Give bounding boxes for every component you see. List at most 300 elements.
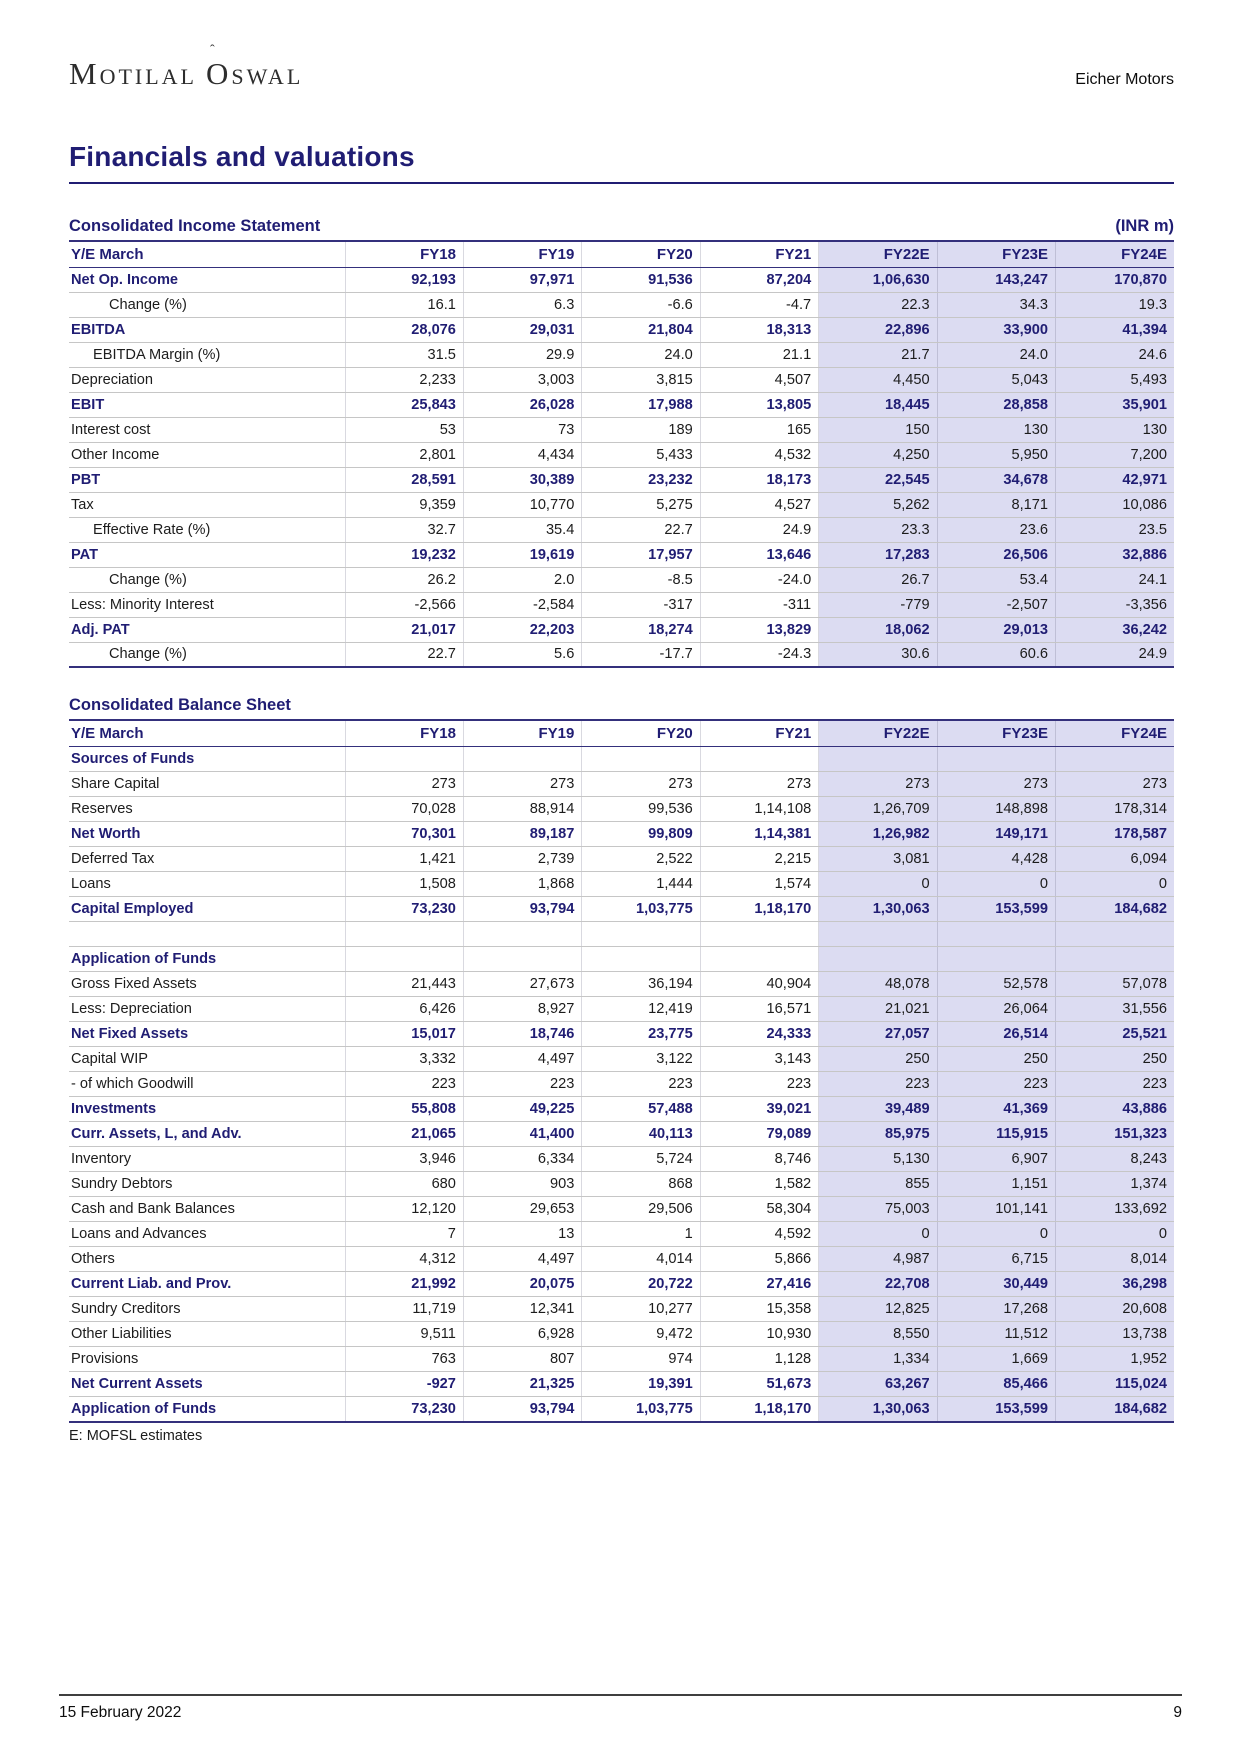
col-header-year: FY19: [463, 720, 581, 747]
value-cell: 10,930: [700, 1322, 818, 1347]
row-label: Other Income: [69, 442, 345, 467]
value-cell: 1,06,630: [819, 267, 937, 292]
value-cell: 97,971: [463, 267, 581, 292]
value-cell: 1,14,108: [700, 797, 818, 822]
value-cell: 2,739: [463, 847, 581, 872]
value-cell: 1,26,982: [819, 822, 937, 847]
value-cell: [1056, 922, 1174, 947]
value-cell: 24,333: [700, 1022, 818, 1047]
value-cell: 130: [1056, 417, 1174, 442]
value-cell: -4.7: [700, 292, 818, 317]
value-cell: 4,312: [345, 1247, 463, 1272]
row-label: Gross Fixed Assets: [69, 972, 345, 997]
value-cell: 8,746: [700, 1147, 818, 1172]
value-cell: -317: [582, 592, 700, 617]
row-label: Sources of Funds: [69, 747, 345, 772]
value-cell: 41,369: [937, 1097, 1055, 1122]
value-cell: [463, 947, 581, 972]
value-cell: [937, 947, 1055, 972]
value-cell: 21,017: [345, 617, 463, 642]
value-cell: 18,746: [463, 1022, 581, 1047]
value-cell: 17,988: [582, 392, 700, 417]
value-cell: 8,243: [1056, 1147, 1174, 1172]
value-cell: 273: [463, 772, 581, 797]
page-footer: [59, 1694, 1182, 1722]
table-row: [69, 1022, 1174, 1047]
value-cell: 28,076: [345, 317, 463, 342]
value-cell: 19,232: [345, 542, 463, 567]
col-header-year: FY23E: [937, 241, 1055, 268]
value-cell: 21,065: [345, 1122, 463, 1147]
value-cell: 1,03,775: [582, 897, 700, 922]
row-label: Less: Depreciation: [69, 997, 345, 1022]
value-cell: 22,896: [819, 317, 937, 342]
company-name: Eicher Motors: [1075, 70, 1174, 88]
value-cell: 115,915: [937, 1122, 1055, 1147]
value-cell: 9,472: [582, 1322, 700, 1347]
table-row: [69, 417, 1174, 442]
value-cell: 9,359: [345, 492, 463, 517]
header-row: [69, 241, 1174, 268]
table-row: [69, 292, 1174, 317]
table-row: [69, 392, 1174, 417]
value-cell: 93,794: [463, 897, 581, 922]
balance-sheet-title: Consolidated Balance Sheet: [69, 696, 291, 715]
value-cell: 189: [582, 417, 700, 442]
value-cell: 12,419: [582, 997, 700, 1022]
value-cell: 18,062: [819, 617, 937, 642]
value-cell: 27,416: [700, 1272, 818, 1297]
value-cell: 1,334: [819, 1347, 937, 1372]
value-cell: 25,843: [345, 392, 463, 417]
table-row: [69, 1272, 1174, 1297]
row-label: Application of Funds: [69, 947, 345, 972]
value-cell: 1,128: [700, 1347, 818, 1372]
value-cell: 143,247: [937, 267, 1055, 292]
value-cell: 2,233: [345, 367, 463, 392]
row-label: Effective Rate (%): [69, 517, 345, 542]
table-row: [69, 1197, 1174, 1222]
col-header-label: Y/E March: [69, 241, 345, 268]
value-cell: -2,507: [937, 592, 1055, 617]
value-cell: 21,325: [463, 1372, 581, 1397]
balance-sheet-header: [69, 720, 1174, 747]
value-cell: 4,450: [819, 367, 937, 392]
row-label: EBIT: [69, 392, 345, 417]
value-cell: 1,03,775: [582, 1397, 700, 1422]
value-cell: 273: [819, 772, 937, 797]
value-cell: 21,804: [582, 317, 700, 342]
value-cell: 5,275: [582, 492, 700, 517]
table-row: [69, 1397, 1174, 1422]
value-cell: 73,230: [345, 897, 463, 922]
row-label: Other Liabilities: [69, 1322, 345, 1347]
value-cell: 21,021: [819, 997, 937, 1022]
value-cell: 22,545: [819, 467, 937, 492]
balance-sheet-table: [69, 719, 1174, 1423]
balance-sheet-heading: [69, 696, 1174, 719]
row-label: Loans and Advances: [69, 1222, 345, 1247]
value-cell: 31.5: [345, 342, 463, 367]
value-cell: 20,722: [582, 1272, 700, 1297]
value-cell: 88,914: [463, 797, 581, 822]
value-cell: [345, 922, 463, 947]
value-cell: 5,950: [937, 442, 1055, 467]
value-cell: 223: [1056, 1072, 1174, 1097]
value-cell: 2.0: [463, 567, 581, 592]
value-cell: 6,094: [1056, 847, 1174, 872]
value-cell: 5,262: [819, 492, 937, 517]
table-row: [69, 1222, 1174, 1247]
value-cell: -8.5: [582, 567, 700, 592]
table-row: [69, 1247, 1174, 1272]
table-row: [69, 342, 1174, 367]
col-header-year: FY18: [345, 720, 463, 747]
row-label: Loans: [69, 872, 345, 897]
value-cell: 10,086: [1056, 492, 1174, 517]
value-cell: 35.4: [463, 517, 581, 542]
value-cell: 93,794: [463, 1397, 581, 1422]
value-cell: 1,508: [345, 872, 463, 897]
value-cell: 250: [937, 1047, 1055, 1072]
value-cell: 7,200: [1056, 442, 1174, 467]
value-cell: 24.0: [937, 342, 1055, 367]
value-cell: 91,536: [582, 267, 700, 292]
table-row: [69, 442, 1174, 467]
table-row: [69, 822, 1174, 847]
value-cell: 4,250: [819, 442, 937, 467]
value-cell: 28,858: [937, 392, 1055, 417]
row-label: Current Liab. and Prov.: [69, 1272, 345, 1297]
table-row: [69, 922, 1174, 947]
page-content: [69, 0, 1174, 1444]
value-cell: 5.6: [463, 642, 581, 667]
value-cell: 17,268: [937, 1297, 1055, 1322]
value-cell: 223: [582, 1072, 700, 1097]
value-cell: 21,992: [345, 1272, 463, 1297]
value-cell: 6,334: [463, 1147, 581, 1172]
col-header-label: Y/E March: [69, 720, 345, 747]
value-cell: 30.6: [819, 642, 937, 667]
value-cell: 153,599: [937, 897, 1055, 922]
row-label: Share Capital: [69, 772, 345, 797]
value-cell: [345, 747, 463, 772]
value-cell: 1,18,170: [700, 897, 818, 922]
row-label: Sundry Debtors: [69, 1172, 345, 1197]
value-cell: 23.5: [1056, 517, 1174, 542]
col-header-year: FY19: [463, 241, 581, 268]
value-cell: 70,301: [345, 822, 463, 847]
value-cell: 273: [1056, 772, 1174, 797]
value-cell: 170,870: [1056, 267, 1174, 292]
value-cell: 2,215: [700, 847, 818, 872]
value-cell: 29,506: [582, 1197, 700, 1222]
value-cell: 6.3: [463, 292, 581, 317]
value-cell: 5,433: [582, 442, 700, 467]
value-cell: 3,143: [700, 1047, 818, 1072]
motilal-oswal-logo: [69, 58, 303, 91]
value-cell: 2,801: [345, 442, 463, 467]
col-header-year: FY18: [345, 241, 463, 268]
row-label: Cash and Bank Balances: [69, 1197, 345, 1222]
value-cell: [463, 922, 581, 947]
value-cell: 5,130: [819, 1147, 937, 1172]
value-cell: 32,886: [1056, 542, 1174, 567]
value-cell: 35,901: [1056, 392, 1174, 417]
row-label: Net Op. Income: [69, 267, 345, 292]
value-cell: 1,30,063: [819, 1397, 937, 1422]
value-cell: 22.7: [345, 642, 463, 667]
value-cell: [582, 747, 700, 772]
col-header-year: FY24E: [1056, 720, 1174, 747]
value-cell: [700, 947, 818, 972]
value-cell: 0: [1056, 872, 1174, 897]
row-label: EBITDA: [69, 317, 345, 342]
value-cell: 57,078: [1056, 972, 1174, 997]
table-row: [69, 267, 1174, 292]
col-header-year: FY22E: [819, 720, 937, 747]
value-cell: 3,332: [345, 1047, 463, 1072]
value-cell: -2,566: [345, 592, 463, 617]
value-cell: 1,374: [1056, 1172, 1174, 1197]
value-cell: 73,230: [345, 1397, 463, 1422]
col-header-year: FY21: [700, 720, 818, 747]
value-cell: 12,825: [819, 1297, 937, 1322]
row-label: Capital Employed: [69, 897, 345, 922]
value-cell: 0: [937, 872, 1055, 897]
value-cell: 5,866: [700, 1247, 818, 1272]
value-cell: -779: [819, 592, 937, 617]
value-cell: 28,591: [345, 467, 463, 492]
value-cell: 273: [700, 772, 818, 797]
value-cell: 55,808: [345, 1097, 463, 1122]
value-cell: [819, 947, 937, 972]
value-cell: 8,014: [1056, 1247, 1174, 1272]
value-cell: 49,225: [463, 1097, 581, 1122]
value-cell: 974: [582, 1347, 700, 1372]
row-label: [69, 922, 345, 947]
table-row: [69, 847, 1174, 872]
value-cell: 36,298: [1056, 1272, 1174, 1297]
value-cell: 24.1: [1056, 567, 1174, 592]
value-cell: 184,682: [1056, 1397, 1174, 1422]
value-cell: 36,194: [582, 972, 700, 997]
value-cell: 250: [1056, 1047, 1174, 1072]
value-cell: 1: [582, 1222, 700, 1247]
value-cell: 27,673: [463, 972, 581, 997]
value-cell: 12,120: [345, 1197, 463, 1222]
value-cell: [937, 922, 1055, 947]
row-label: Sundry Creditors: [69, 1297, 345, 1322]
value-cell: 868: [582, 1172, 700, 1197]
row-label: PAT: [69, 542, 345, 567]
row-label: Change (%): [69, 567, 345, 592]
value-cell: 223: [345, 1072, 463, 1097]
value-cell: 53: [345, 417, 463, 442]
table-row: [69, 972, 1174, 997]
value-cell: 24.9: [1056, 642, 1174, 667]
value-cell: 23.6: [937, 517, 1055, 542]
value-cell: 1,952: [1056, 1347, 1174, 1372]
value-cell: 223: [700, 1072, 818, 1097]
row-label: Tax: [69, 492, 345, 517]
page-number: 9: [1173, 1704, 1182, 1721]
value-cell: 8,927: [463, 997, 581, 1022]
value-cell: 273: [937, 772, 1055, 797]
value-cell: 18,274: [582, 617, 700, 642]
page-header: [69, 58, 1174, 91]
row-label: Application of Funds: [69, 1397, 345, 1422]
value-cell: 150: [819, 417, 937, 442]
value-cell: 4,987: [819, 1247, 937, 1272]
value-cell: 26,506: [937, 542, 1055, 567]
value-cell: 26,064: [937, 997, 1055, 1022]
value-cell: 19.3: [1056, 292, 1174, 317]
value-cell: 8,550: [819, 1322, 937, 1347]
value-cell: 52,578: [937, 972, 1055, 997]
table-row: [69, 772, 1174, 797]
value-cell: 24.0: [582, 342, 700, 367]
table-row: [69, 367, 1174, 392]
value-cell: -3,356: [1056, 592, 1174, 617]
value-cell: 85,975: [819, 1122, 937, 1147]
value-cell: [819, 922, 937, 947]
table-row: [69, 542, 1174, 567]
value-cell: 4,592: [700, 1222, 818, 1247]
row-label: Interest cost: [69, 417, 345, 442]
value-cell: 51,673: [700, 1372, 818, 1397]
header-row: [69, 720, 1174, 747]
value-cell: 9,511: [345, 1322, 463, 1347]
value-cell: 1,574: [700, 872, 818, 897]
value-cell: 85,466: [937, 1372, 1055, 1397]
income-statement-heading: [69, 217, 1174, 240]
value-cell: 4,014: [582, 1247, 700, 1272]
balance-sheet-body: [69, 747, 1174, 1422]
table-row: [69, 592, 1174, 617]
value-cell: 13,646: [700, 542, 818, 567]
value-cell: 22,203: [463, 617, 581, 642]
value-cell: 130: [937, 417, 1055, 442]
value-cell: 18,313: [700, 317, 818, 342]
table-row: [69, 1347, 1174, 1372]
value-cell: 4,532: [700, 442, 818, 467]
value-cell: -17.7: [582, 642, 700, 667]
table-row: [69, 1147, 1174, 1172]
value-cell: 70,028: [345, 797, 463, 822]
row-label: Net Current Assets: [69, 1372, 345, 1397]
value-cell: 22.7: [582, 517, 700, 542]
value-cell: 29.9: [463, 342, 581, 367]
value-cell: 3,122: [582, 1047, 700, 1072]
value-cell: -6.6: [582, 292, 700, 317]
table-row: [69, 1072, 1174, 1097]
value-cell: 32.7: [345, 517, 463, 542]
value-cell: 807: [463, 1347, 581, 1372]
value-cell: 42,971: [1056, 467, 1174, 492]
table-row: [69, 1322, 1174, 1347]
value-cell: 43,886: [1056, 1097, 1174, 1122]
table-row: [69, 492, 1174, 517]
value-cell: 15,017: [345, 1022, 463, 1047]
value-cell: 5,043: [937, 367, 1055, 392]
value-cell: 273: [345, 772, 463, 797]
value-cell: 1,14,381: [700, 822, 818, 847]
value-cell: [582, 947, 700, 972]
table-row: [69, 642, 1174, 667]
row-label: - of which Goodwill: [69, 1072, 345, 1097]
table-row: [69, 1297, 1174, 1322]
value-cell: 87,204: [700, 267, 818, 292]
income-statement-header: [69, 241, 1174, 268]
value-cell: 763: [345, 1347, 463, 1372]
table-row: [69, 317, 1174, 342]
value-cell: 26,514: [937, 1022, 1055, 1047]
value-cell: 273: [582, 772, 700, 797]
value-cell: 11,512: [937, 1322, 1055, 1347]
value-cell: 40,113: [582, 1122, 700, 1147]
table-row: [69, 1047, 1174, 1072]
value-cell: 41,394: [1056, 317, 1174, 342]
value-cell: 680: [345, 1172, 463, 1197]
value-cell: 79,089: [700, 1122, 818, 1147]
value-cell: 149,171: [937, 822, 1055, 847]
unit-label: (INR m): [1115, 216, 1174, 235]
value-cell: 4,434: [463, 442, 581, 467]
row-label: Curr. Assets, L, and Adv.: [69, 1122, 345, 1147]
value-cell: 7: [345, 1222, 463, 1247]
value-cell: 153,599: [937, 1397, 1055, 1422]
table-row: [69, 747, 1174, 772]
table-row: [69, 567, 1174, 592]
value-cell: 17,283: [819, 542, 937, 567]
value-cell: 36,242: [1056, 617, 1174, 642]
col-header-year: FY20: [582, 720, 700, 747]
value-cell: 19,391: [582, 1372, 700, 1397]
value-cell: 33,900: [937, 317, 1055, 342]
value-cell: 92,193: [345, 267, 463, 292]
value-cell: 26.7: [819, 567, 937, 592]
value-cell: [937, 747, 1055, 772]
table-row: [69, 897, 1174, 922]
value-cell: 26,028: [463, 392, 581, 417]
value-cell: 24.9: [700, 517, 818, 542]
value-cell: 1,26,709: [819, 797, 937, 822]
value-cell: 75,003: [819, 1197, 937, 1222]
value-cell: 178,314: [1056, 797, 1174, 822]
value-cell: [1056, 747, 1174, 772]
value-cell: 18,173: [700, 467, 818, 492]
value-cell: 3,003: [463, 367, 581, 392]
value-cell: 23,232: [582, 467, 700, 492]
value-cell: 21.1: [700, 342, 818, 367]
table-row: [69, 872, 1174, 897]
value-cell: 39,489: [819, 1097, 937, 1122]
value-cell: 12,341: [463, 1297, 581, 1322]
value-cell: 27,057: [819, 1022, 937, 1047]
value-cell: 15,358: [700, 1297, 818, 1322]
value-cell: 41,400: [463, 1122, 581, 1147]
income-statement-title: Consolidated Income Statement: [69, 216, 321, 235]
table-row: [69, 1372, 1174, 1397]
value-cell: 148,898: [937, 797, 1055, 822]
col-header-year: FY24E: [1056, 241, 1174, 268]
value-cell: 4,428: [937, 847, 1055, 872]
value-cell: 3,815: [582, 367, 700, 392]
value-cell: 6,426: [345, 997, 463, 1022]
value-cell: 25,521: [1056, 1022, 1174, 1047]
income-statement-table: [69, 240, 1174, 669]
